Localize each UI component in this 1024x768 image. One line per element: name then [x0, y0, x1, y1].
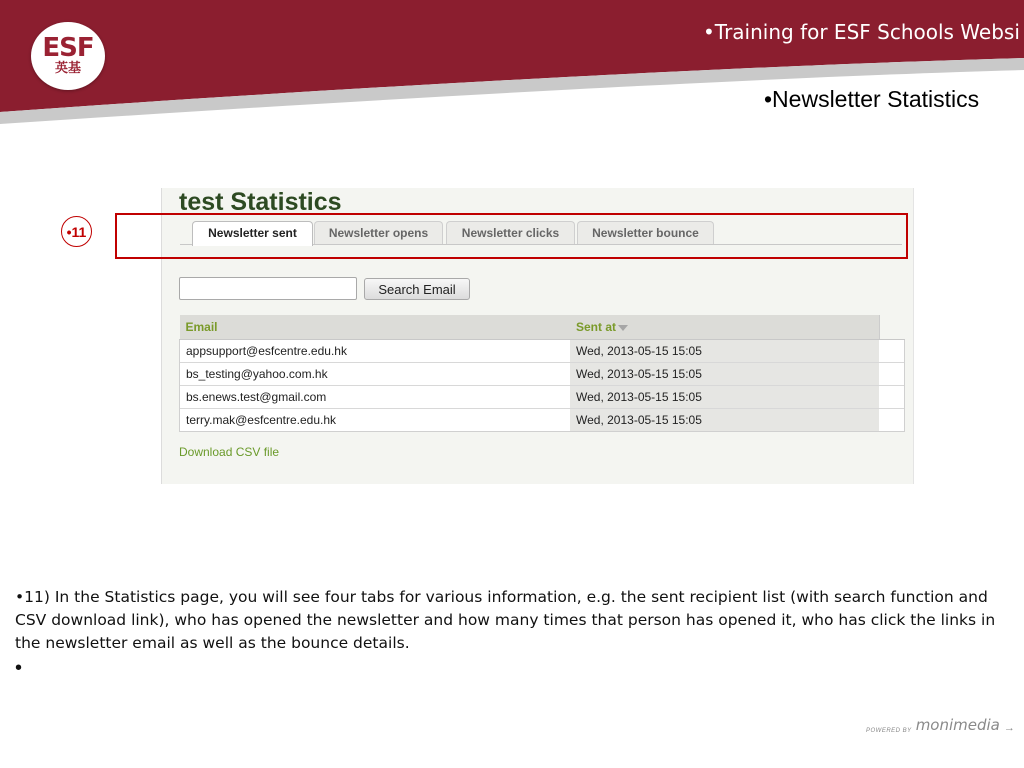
column-header-sent-at[interactable]: [570, 315, 879, 340]
sent-at-cell: Wed, 2013-05-15 15:05: [570, 409, 879, 432]
table-cell-empty: [879, 386, 905, 409]
table-cell-empty: [879, 340, 905, 363]
column-header-sent-at-label: Sent at: [576, 320, 617, 334]
tab-newsletter-opens[interactable]: Newsletter opens: [314, 221, 443, 244]
tab-newsletter-bounce[interactable]: Newsletter bounce: [577, 221, 714, 244]
table-row: [180, 340, 905, 363]
page-title: test Statistics: [179, 188, 342, 216]
table-cell-empty: [879, 409, 905, 432]
table-row: [180, 409, 905, 432]
table-row: [180, 386, 905, 409]
email-cell: appsupport@esfcentre.edu.hk: [180, 340, 571, 363]
logo-text: ESF: [42, 33, 94, 63]
sent-at-cell: Wed, 2013-05-15 15:05: [570, 363, 879, 386]
tabs-highlight-box: [115, 213, 908, 259]
email-cell: bs.enews.test@gmail.com: [180, 386, 571, 409]
download-csv-link[interactable]: Download CSV file: [179, 445, 280, 459]
email-cell: bs_testing@yahoo.com.hk: [180, 363, 571, 386]
column-header-email[interactable]: Email: [180, 315, 571, 340]
arrow-right-icon: →: [1003, 722, 1015, 734]
slide-description: •11) In the Statistics page, you will see four tabs for various information, e.g. the sent recipient list (with search function and CSV download link), who has opened the newsletter and how many times that person has opened it, who has click the links in the newsletter email as well as the bounce details.: [15, 588, 996, 652]
powered-by-label: POWERED BY: [866, 728, 912, 734]
sent-at-cell: Wed, 2013-05-15 15:05: [570, 340, 879, 363]
search-email-button[interactable]: Search Email: [364, 278, 470, 300]
empty-bullet: •: [15, 657, 23, 679]
sent-at-cell: Wed, 2013-05-15 15:05: [570, 386, 879, 409]
sent-recipients-table: [179, 315, 905, 432]
callout-number: •11: [61, 216, 92, 247]
sort-down-icon: [618, 325, 628, 331]
esf-logo: [31, 22, 105, 90]
email-cell: terry.mak@esfcentre.edu.hk: [180, 409, 571, 432]
table-header-spacer: [879, 315, 905, 340]
search-email-input[interactable]: [179, 277, 357, 300]
tab-newsletter-sent[interactable]: Newsletter sent: [192, 221, 313, 246]
table-row: [180, 363, 905, 386]
table-cell-empty: [879, 363, 905, 386]
slide-subtitle: •Newsletter Statistics: [764, 86, 980, 112]
tab-newsletter-clicks[interactable]: Newsletter clicks: [446, 221, 575, 244]
logo-subtext: 英基: [54, 61, 81, 76]
banner-title: •Training for ESF Schools Websi: [703, 20, 1020, 44]
footer-brand: [866, 716, 1015, 734]
table-header-row: [180, 315, 905, 340]
monimedia-logo: monimedia: [915, 716, 1000, 734]
